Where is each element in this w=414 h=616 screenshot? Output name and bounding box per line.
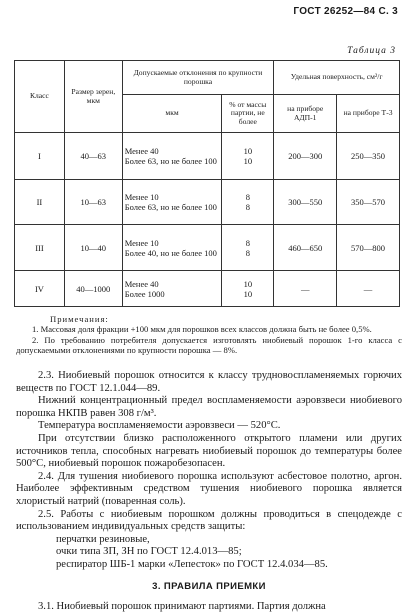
cell-tolerance: Менее 40 Более 63, но не более 100 bbox=[122, 133, 222, 180]
paragraph-2-3: 2.3. Ниобиевый порошок относится к классу трудновоспламеняемых горючих веществ по ГОСТ 12.1.044—89. bbox=[16, 370, 402, 394]
cell-pct: 8 8 bbox=[222, 225, 274, 271]
table-notes bbox=[16, 314, 402, 356]
ppe-goggles: очки типа ЗП, ЗН по ГОСТ 12.4.013—85; bbox=[56, 546, 242, 558]
header-mkm: мкм bbox=[122, 95, 222, 133]
cell-adp: 460—650 bbox=[274, 225, 337, 271]
header-class: Класс bbox=[15, 61, 65, 133]
header-t3: на приборе Т-3 bbox=[337, 95, 400, 133]
cell-tolerance: Менее 10 Более 40, но не более 100 bbox=[122, 225, 222, 271]
cell-adp: 300—550 bbox=[274, 180, 337, 225]
cell-size: 10—63 bbox=[64, 180, 122, 225]
header-tolerance: Допускаемые отклонения по крупности порошка bbox=[122, 61, 274, 95]
ppe-gloves: перчатки резиновые, bbox=[56, 533, 150, 545]
paragraph-fire-safety: При отсутствии близко расположенного открытого пламени или других источников тепла, способных нагревать ниобиевый порошок до температуры более 500°С, ниобиевый порошок пожаробезопасен. bbox=[16, 432, 402, 470]
cell-pct: 10 10 bbox=[222, 133, 274, 180]
paragraph-ignition-temp: Температура воспламеняемости аэровзвеси — 520°С. bbox=[38, 420, 281, 432]
ppe-respirator: респиратор ШБ-1 марки «Лепесток» по ГОСТ 12.4.034—85. bbox=[56, 558, 328, 570]
paragraph-2-4: 2.4. Для тушения ниобиевого порошка используют асбестовое полотно, аргон. Наиболее эффективным средством тушения ниобиевого порошка является хлористый натрий (поваренная соль). bbox=[16, 470, 402, 507]
paragraph-3-1: 3.1. Ниобиевый порошок принимают партиями. Партия должна bbox=[38, 601, 326, 613]
paragraph-2-5: 2.5. Работы с ниобиевым порошком должны проводиться в спецодежде с использованием индивидуальных средств защиты: bbox=[16, 508, 402, 533]
cell-size: 40—1000 bbox=[64, 271, 122, 307]
spec-table bbox=[14, 60, 400, 307]
cell-pct: 10 10 bbox=[222, 271, 274, 307]
section-title: 3. ПРАВИЛА ПРИЕМКИ bbox=[152, 580, 266, 592]
cell-class: III bbox=[15, 225, 65, 271]
cell-class: I bbox=[15, 133, 65, 180]
body-text bbox=[16, 370, 402, 614]
cell-size: 40—63 bbox=[64, 133, 122, 180]
header-adp: на приборе АДП-1 bbox=[274, 95, 337, 133]
cell-class: II bbox=[15, 180, 65, 225]
cell-t3: — bbox=[337, 271, 400, 307]
header-surface: Удельная поверхность, см²/г bbox=[274, 61, 400, 95]
table-row bbox=[15, 271, 400, 307]
table-label: Таблица 3 bbox=[347, 46, 396, 56]
note-1: 1. Массовая доля фракции +100 мкм для порошков всех классов должна быть не более 0,5%. bbox=[32, 324, 372, 335]
cell-t3: 250—350 bbox=[337, 133, 400, 180]
table-row bbox=[15, 133, 400, 180]
header-size: Размер зерен, мкм bbox=[64, 61, 122, 133]
cell-class: IV bbox=[15, 271, 65, 307]
page-header: ГОСТ 26252—84 С. 3 bbox=[293, 6, 398, 17]
cell-size: 10—40 bbox=[64, 225, 122, 271]
cell-tolerance: Менее 40 Более 1000 bbox=[122, 271, 222, 307]
note-2: 2. По требованию потребителя допускается изготовлять ниобиевый порошок 1-го класса с допускаемыми отклонениями по крупности порошка — 8%. bbox=[16, 334, 402, 356]
table-row bbox=[15, 225, 400, 271]
cell-adp: 200—300 bbox=[274, 133, 337, 180]
cell-tolerance: Менее 10 Более 63, но не более 100 bbox=[122, 180, 222, 225]
cell-pct: 8 8 bbox=[222, 180, 274, 225]
cell-adp: — bbox=[274, 271, 337, 307]
paragraph-nkpv: Нижний концентрационный предел воспламеняемости аэровзвеси ниобиевого порошка НКПВ равен 308 г/м³. bbox=[16, 395, 402, 419]
notes-title: Примечания: bbox=[50, 314, 109, 324]
cell-t3: 570—800 bbox=[337, 225, 400, 271]
cell-t3: 350—570 bbox=[337, 180, 400, 225]
header-pct: % от массы партии, не более bbox=[222, 95, 274, 133]
table-row bbox=[15, 180, 400, 225]
